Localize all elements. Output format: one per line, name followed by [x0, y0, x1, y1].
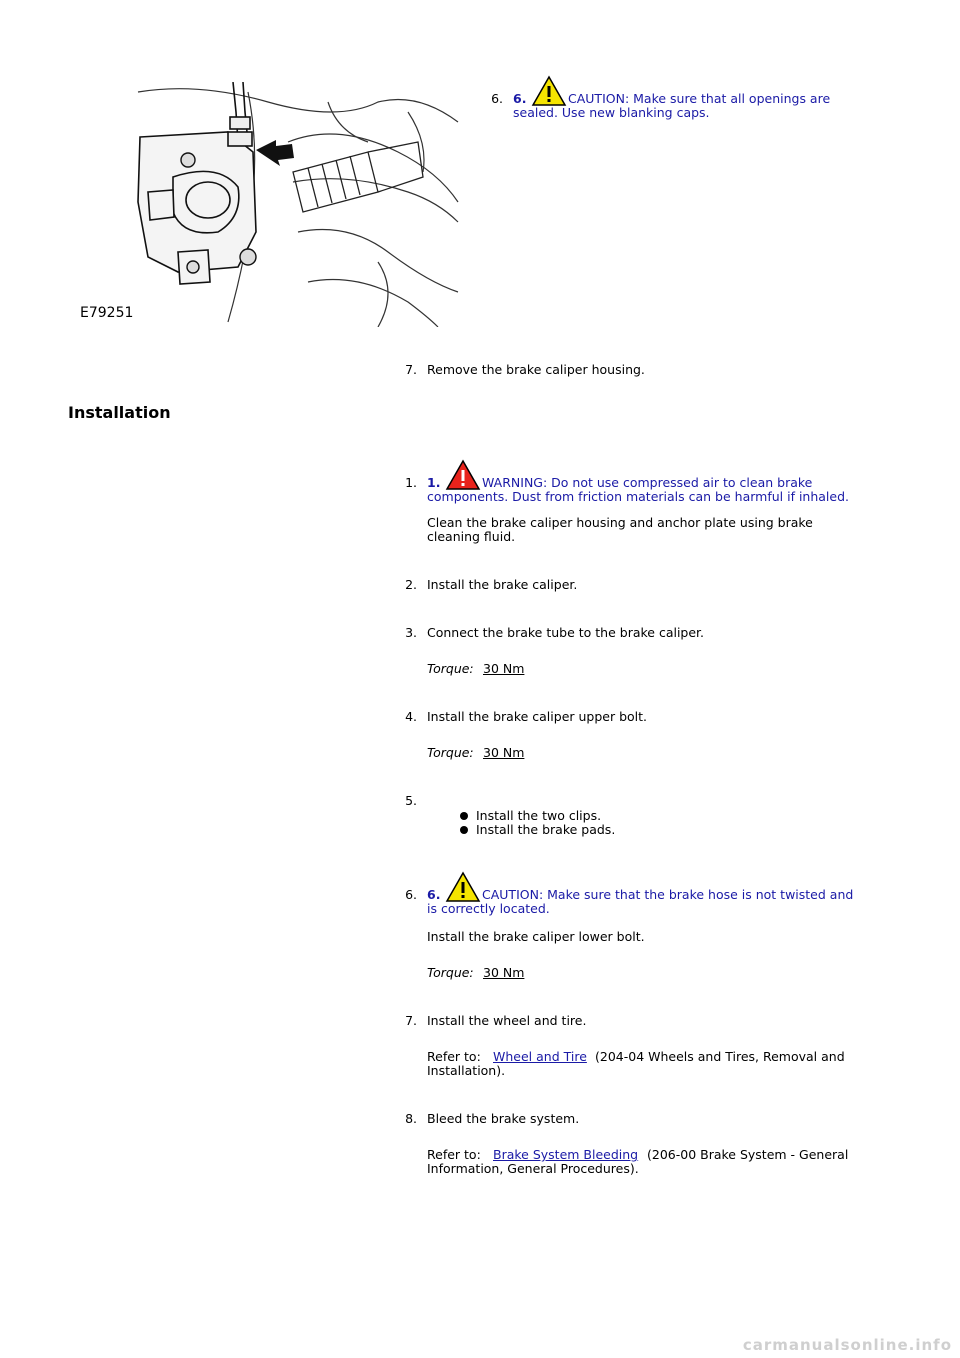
- refer-prefix: Refer to:: [427, 1049, 481, 1064]
- step-number: 7.: [405, 1013, 417, 1028]
- caution-text: sealed. Use new blanking caps.: [513, 105, 710, 120]
- step-number: 3.: [405, 625, 417, 640]
- refer-text: (206-00 Brake System - General: [647, 1147, 849, 1162]
- step-text: Connect the brake tube to the brake caliper.: [427, 625, 705, 640]
- step-number: 6.: [405, 887, 417, 902]
- bullet-icon: [460, 826, 468, 834]
- refer-prefix: Refer to:: [427, 1147, 481, 1162]
- wheel-and-tire-link[interactable]: Wheel and Tire: [493, 1049, 587, 1064]
- step-text: Bleed the brake system.: [427, 1111, 580, 1126]
- step-text: Install the brake caliper upper bolt.: [427, 709, 648, 724]
- warning-text: WARNING: Do not use compressed air to clean brake: [482, 475, 813, 490]
- bullet-icon: [460, 812, 468, 820]
- step-number: 7.: [405, 362, 417, 377]
- step-text: Install the brake caliper lower bolt.: [427, 929, 645, 944]
- step-text: cleaning fluid.: [427, 529, 516, 544]
- step-number: 8.: [405, 1111, 417, 1126]
- step-bold-number: 6.: [427, 887, 441, 902]
- caution-text: is correctly located.: [427, 901, 550, 916]
- step-number: 6.: [491, 91, 503, 106]
- step-text: Remove the brake caliper housing.: [427, 362, 645, 377]
- caution-text: CAUTION: Make sure that all openings are: [568, 91, 831, 106]
- step-number: 4.: [405, 709, 417, 724]
- torque-value: 30 Nm: [483, 745, 525, 760]
- step-number: 5.: [405, 793, 417, 808]
- torque-label: Torque:: [427, 745, 474, 760]
- warning-icon: [445, 459, 481, 491]
- torque-label: Torque:: [427, 661, 474, 676]
- bullet-text: Install the two clips.: [476, 808, 602, 823]
- step-bold-number: 1.: [427, 475, 441, 490]
- caution-text: CAUTION: Make sure that the brake hose is not twisted and: [482, 887, 854, 902]
- site-watermark: carmanualsonline.info: [742, 1336, 952, 1354]
- refer-text: Information, General Procedures).: [427, 1161, 639, 1176]
- torque-value: 30 Nm: [483, 965, 525, 980]
- figure-label: E79251: [80, 305, 134, 321]
- step-number: 1.: [405, 475, 417, 490]
- caution-icon: [445, 871, 481, 903]
- refer-text: Installation).: [427, 1063, 506, 1078]
- brake-system-bleeding-link[interactable]: Brake System Bleeding: [493, 1147, 639, 1162]
- torque-label: Torque:: [427, 965, 474, 980]
- step-text: Install the wheel and tire.: [427, 1013, 587, 1028]
- caution-icon: [531, 75, 567, 107]
- brake-caliper-illustration: [78, 82, 460, 327]
- step-bold-number: 6.: [513, 91, 527, 106]
- bullet-text: Install the brake pads.: [476, 822, 616, 837]
- step-text: Clean the brake caliper housing and anchor plate using brake: [427, 515, 813, 530]
- warning-text: components. Dust from friction materials can be harmful if inhaled.: [427, 489, 850, 504]
- refer-text: (204-04 Wheels and Tires, Removal and: [595, 1049, 845, 1064]
- section-heading: Installation: [68, 403, 171, 422]
- step-number: 2.: [405, 577, 417, 592]
- torque-value: 30 Nm: [483, 661, 525, 676]
- step-text: Install the brake caliper.: [427, 577, 578, 592]
